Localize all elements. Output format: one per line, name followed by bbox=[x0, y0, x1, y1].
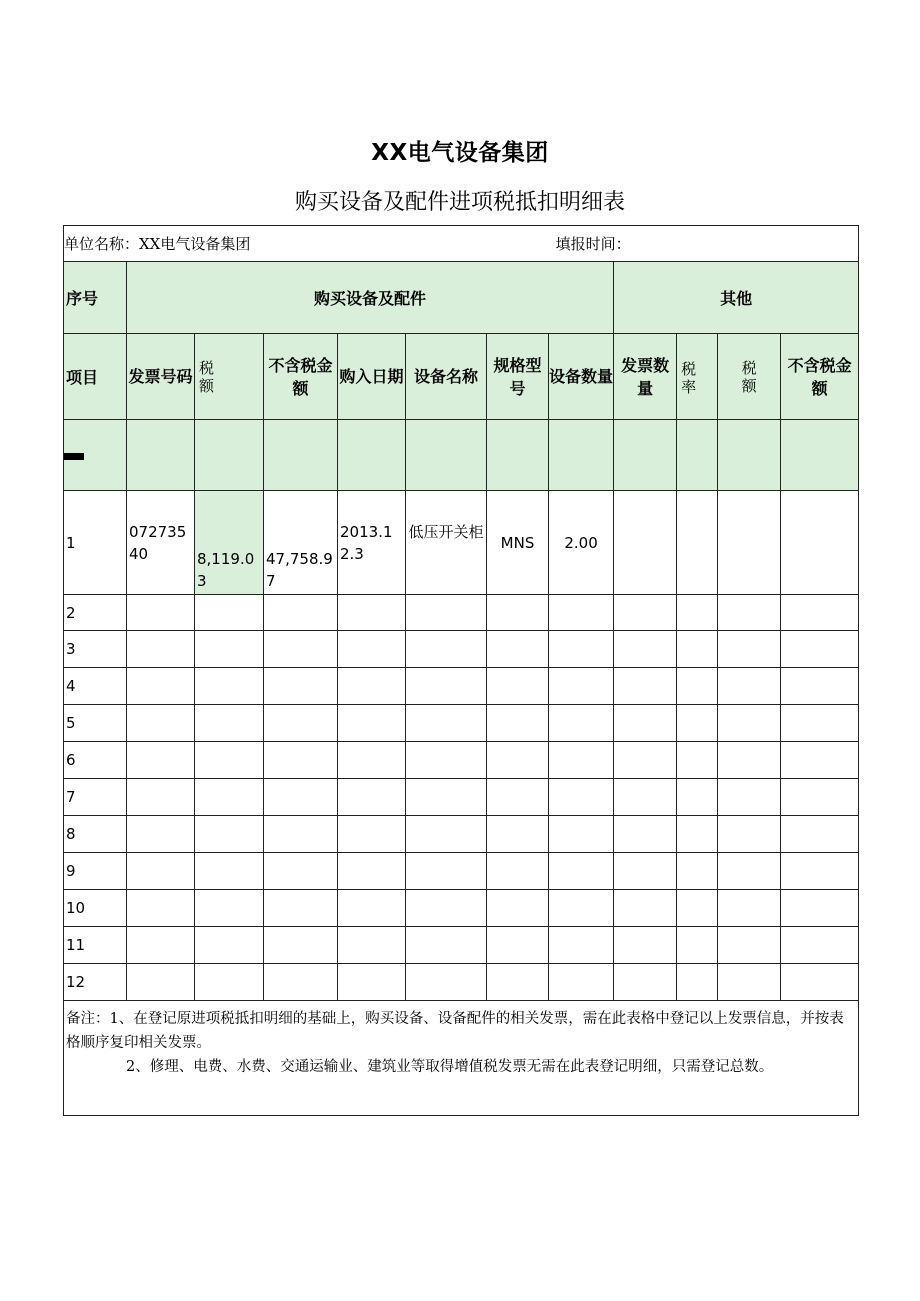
spec-model-cell bbox=[487, 705, 549, 742]
seq-cell: 8 bbox=[64, 816, 127, 853]
notes-row bbox=[64, 1001, 859, 1116]
deduction-detail-table bbox=[63, 225, 859, 1116]
tax-cell bbox=[195, 705, 264, 742]
tax-rate-cell bbox=[677, 668, 718, 705]
tax-rate-cell bbox=[677, 779, 718, 816]
spec-model-cell bbox=[487, 890, 549, 927]
purchase-date-cell bbox=[338, 742, 406, 779]
purchase-date-cell bbox=[338, 705, 406, 742]
seq-cell: 1 bbox=[64, 491, 127, 595]
purchase-date-cell bbox=[338, 964, 406, 1001]
other-tax-cell bbox=[718, 705, 781, 742]
tax-cell bbox=[195, 816, 264, 853]
amount-excl-tax-cell bbox=[264, 890, 338, 927]
note-1: 备注：1、在登记原进项税抵扣明细的基础上，购买设备、设备配件的相关发票，需在此表格中登记以上发票信息，并按表格顺序复印相关发票。 bbox=[66, 1011, 844, 1051]
equipment-qty-cell bbox=[549, 595, 614, 631]
other-tax-cell bbox=[718, 631, 781, 668]
unit-name-text: 单位名称：XX电气设备集团 bbox=[64, 235, 251, 253]
equipment-qty-cell bbox=[549, 668, 614, 705]
amount-excl-tax-cell bbox=[264, 816, 338, 853]
tax-rate-header bbox=[677, 334, 718, 420]
invoice-no-cell bbox=[127, 890, 195, 927]
other-tax-cell bbox=[718, 595, 781, 631]
purchase-date-cell bbox=[338, 779, 406, 816]
blank-cell bbox=[487, 420, 549, 491]
blank-cell bbox=[614, 420, 677, 491]
invoice-no-cell bbox=[127, 779, 195, 816]
blank-cell bbox=[781, 420, 859, 491]
tax-rate-cell bbox=[677, 742, 718, 779]
table-row bbox=[64, 927, 859, 964]
seq-cell: 10 bbox=[64, 890, 127, 927]
tax-header-text: 税额 bbox=[199, 358, 215, 395]
invoice-count-cell bbox=[614, 853, 677, 890]
tax-cell bbox=[195, 595, 264, 631]
amount-excl-tax-cell bbox=[264, 779, 338, 816]
purchase-date-cell bbox=[338, 890, 406, 927]
form-title: 购买设备及配件进项税抵扣明细表 bbox=[294, 190, 625, 215]
seq-cell: 3 bbox=[64, 631, 127, 668]
equipment-name-cell bbox=[406, 742, 487, 779]
purchase-date-cell: 2013.12.3 bbox=[338, 491, 406, 595]
blank-cell bbox=[195, 420, 264, 491]
spec-model-cell bbox=[487, 631, 549, 668]
spec-model-cell bbox=[487, 779, 549, 816]
other-tax-cell bbox=[718, 964, 781, 1001]
other-amount-cell bbox=[781, 816, 859, 853]
tax-rate-cell bbox=[677, 816, 718, 853]
other-amount-cell bbox=[781, 705, 859, 742]
spec-model-cell bbox=[487, 595, 549, 631]
other-amount-cell bbox=[781, 964, 859, 1001]
blank-header-row bbox=[64, 420, 859, 491]
spec-model-cell bbox=[487, 964, 549, 1001]
tax-rate-cell bbox=[677, 964, 718, 1001]
spec-model-cell bbox=[487, 853, 549, 890]
other-tax-cell bbox=[718, 927, 781, 964]
blank-cell bbox=[677, 420, 718, 491]
amount-excl-tax-cell bbox=[264, 668, 338, 705]
tax-cell: 8,119.03 bbox=[195, 491, 264, 595]
purchase-date-cell bbox=[338, 927, 406, 964]
tax-rate-cell bbox=[677, 705, 718, 742]
other-amount-cell bbox=[781, 890, 859, 927]
invoice-count-cell bbox=[614, 742, 677, 779]
amount-excl-tax-cell bbox=[264, 631, 338, 668]
seq-cell: 5 bbox=[64, 705, 127, 742]
equipment-qty-cell bbox=[549, 927, 614, 964]
equipment-qty-cell bbox=[549, 779, 614, 816]
invoice-no-cell bbox=[127, 668, 195, 705]
purchase-group-header: 购买设备及配件 bbox=[127, 262, 614, 334]
spec-model-cell bbox=[487, 742, 549, 779]
table-row bbox=[64, 742, 859, 779]
tax-rate-cell bbox=[677, 631, 718, 668]
blank-cell bbox=[127, 420, 195, 491]
tax-cell bbox=[195, 668, 264, 705]
other-amount-cell bbox=[781, 742, 859, 779]
equipment-qty-cell bbox=[549, 705, 614, 742]
seq-cell: 4 bbox=[64, 668, 127, 705]
group-header-row bbox=[64, 262, 859, 334]
invoice-no-header: 发票号码 bbox=[127, 334, 195, 420]
tax-cell bbox=[195, 927, 264, 964]
amount-excl-tax-cell bbox=[264, 964, 338, 1001]
equipment-name-cell bbox=[406, 853, 487, 890]
other-amount-cell bbox=[781, 491, 859, 595]
equipment-qty-cell bbox=[549, 964, 614, 1001]
purchase-date-cell bbox=[338, 595, 406, 631]
column-header-row bbox=[64, 334, 859, 420]
seq-cell: 6 bbox=[64, 742, 127, 779]
black-marker bbox=[64, 453, 84, 460]
other-amount-cell bbox=[781, 595, 859, 631]
invoice-count-cell bbox=[614, 491, 677, 595]
other-tax-cell bbox=[718, 742, 781, 779]
equipment-name-cell bbox=[406, 668, 487, 705]
blank-cell bbox=[406, 420, 487, 491]
amount-excl-tax-cell bbox=[264, 927, 338, 964]
invoice-no-cell bbox=[127, 816, 195, 853]
invoice-count-cell bbox=[614, 964, 677, 1001]
other-tax-header-text: 税额 bbox=[741, 358, 757, 395]
invoice-no-cell: 07273540 bbox=[127, 491, 195, 595]
other-tax-cell bbox=[718, 668, 781, 705]
equipment-qty-cell bbox=[549, 742, 614, 779]
invoice-count-cell bbox=[614, 779, 677, 816]
unit-name bbox=[64, 226, 614, 262]
tax-cell bbox=[195, 853, 264, 890]
spec-model-cell bbox=[487, 668, 549, 705]
tax-rate-cell bbox=[677, 853, 718, 890]
spec-model-cell bbox=[487, 927, 549, 964]
table-row bbox=[64, 491, 859, 595]
seq-cell: 12 bbox=[64, 964, 127, 1001]
equipment-name-cell: 低压开关柜 bbox=[406, 491, 487, 595]
equipment-name-header: 设备名称 bbox=[406, 334, 487, 420]
table-row bbox=[64, 779, 859, 816]
other-group-header: 其他 bbox=[614, 262, 859, 334]
table-row bbox=[64, 816, 859, 853]
other-tax-cell bbox=[718, 816, 781, 853]
item-header: 项目 bbox=[64, 334, 127, 420]
invoice-count-cell bbox=[614, 668, 677, 705]
table-row bbox=[64, 964, 859, 1001]
tax-rate-header-text: 税率 bbox=[681, 360, 697, 396]
other-amount-excl-tax-header: 不含税金额 bbox=[781, 334, 859, 420]
fill-time bbox=[555, 226, 859, 262]
blank-cell bbox=[338, 420, 406, 491]
invoice-no-cell bbox=[127, 927, 195, 964]
amount-excl-tax-cell bbox=[264, 595, 338, 631]
other-amount-cell bbox=[781, 668, 859, 705]
equipment-name-cell bbox=[406, 816, 487, 853]
invoice-count-cell bbox=[614, 705, 677, 742]
blank-cell bbox=[549, 420, 614, 491]
seq-cell: 9 bbox=[64, 853, 127, 890]
equipment-name-cell bbox=[406, 631, 487, 668]
tax-cell bbox=[195, 742, 264, 779]
invoice-no-cell bbox=[127, 742, 195, 779]
seq-cell: 11 bbox=[64, 927, 127, 964]
seq-cell: 2 bbox=[64, 595, 127, 631]
spec-model-cell bbox=[487, 816, 549, 853]
other-amount-cell bbox=[781, 631, 859, 668]
other-tax-cell bbox=[718, 491, 781, 595]
amount-excl-tax-cell bbox=[264, 705, 338, 742]
seq-header: 序号 bbox=[64, 262, 127, 334]
equipment-qty-header: 设备数量 bbox=[549, 334, 614, 420]
purchase-date-cell bbox=[338, 668, 406, 705]
table-row bbox=[64, 853, 859, 890]
amount-excl-tax-header: 不含税金额 bbox=[264, 334, 338, 420]
blank-cell bbox=[718, 420, 781, 491]
invoice-count-cell bbox=[614, 631, 677, 668]
other-tax-cell bbox=[718, 853, 781, 890]
table-row bbox=[64, 705, 859, 742]
spec-model-header: 规格型号 bbox=[487, 334, 549, 420]
equipment-name-cell bbox=[406, 964, 487, 1001]
other-tax-header bbox=[718, 334, 781, 420]
blank-header-marker-cell bbox=[64, 420, 127, 491]
note-2: 2、修理、电费、水费、交通运输业、建筑业等取得增值税发票无需在此表登记明细，只需登记总数。 bbox=[126, 1059, 774, 1075]
table-row bbox=[64, 890, 859, 927]
purchase-date-cell bbox=[338, 631, 406, 668]
other-amount-cell bbox=[781, 779, 859, 816]
tax-rate-cell bbox=[677, 890, 718, 927]
company-title: XX电气设备集团 bbox=[371, 140, 549, 166]
invoice-count-cell bbox=[614, 595, 677, 631]
equipment-name-cell bbox=[406, 705, 487, 742]
tax-rate-cell bbox=[677, 927, 718, 964]
tax-cell bbox=[195, 964, 264, 1001]
tax-rate-cell bbox=[677, 595, 718, 631]
invoice-no-cell bbox=[127, 631, 195, 668]
unit-row bbox=[64, 226, 859, 262]
table-row bbox=[64, 668, 859, 705]
other-amount-cell bbox=[781, 853, 859, 890]
amount-excl-tax-cell bbox=[264, 853, 338, 890]
tax-cell bbox=[195, 890, 264, 927]
tax-cell bbox=[195, 779, 264, 816]
table-row bbox=[64, 595, 859, 631]
equipment-name-cell bbox=[406, 595, 487, 631]
purchase-date-cell bbox=[338, 853, 406, 890]
spec-model-cell: MNS bbox=[487, 491, 549, 595]
equipment-name-cell bbox=[406, 927, 487, 964]
purchase-date-cell bbox=[338, 816, 406, 853]
notes-cell bbox=[64, 1001, 859, 1116]
equipment-qty-cell bbox=[549, 816, 614, 853]
equipment-qty-cell bbox=[549, 853, 614, 890]
seq-cell: 7 bbox=[64, 779, 127, 816]
invoice-count-cell bbox=[614, 890, 677, 927]
invoice-no-cell bbox=[127, 964, 195, 1001]
invoice-count-header: 发票数量 bbox=[614, 334, 677, 420]
table-row bbox=[64, 631, 859, 668]
equipment-name-cell bbox=[406, 890, 487, 927]
tax-header bbox=[195, 334, 264, 420]
invoice-count-cell bbox=[614, 816, 677, 853]
tax-rate-cell bbox=[677, 491, 718, 595]
invoice-no-cell bbox=[127, 705, 195, 742]
other-tax-cell bbox=[718, 779, 781, 816]
amount-excl-tax-cell bbox=[264, 742, 338, 779]
invoice-count-cell bbox=[614, 927, 677, 964]
purchase-date-header: 购入日期 bbox=[338, 334, 406, 420]
invoice-no-cell bbox=[127, 595, 195, 631]
equipment-name-cell bbox=[406, 779, 487, 816]
blank-cell bbox=[264, 420, 338, 491]
fill-time-label: 填报时间： bbox=[555, 235, 631, 253]
invoice-no-cell bbox=[127, 853, 195, 890]
other-amount-cell bbox=[781, 927, 859, 964]
amount-excl-tax-cell: 47,758.97 bbox=[264, 491, 338, 595]
equipment-qty-cell: 2.00 bbox=[549, 491, 614, 595]
equipment-qty-cell bbox=[549, 890, 614, 927]
tax-cell bbox=[195, 631, 264, 668]
other-tax-cell bbox=[718, 890, 781, 927]
equipment-qty-cell bbox=[549, 631, 614, 668]
